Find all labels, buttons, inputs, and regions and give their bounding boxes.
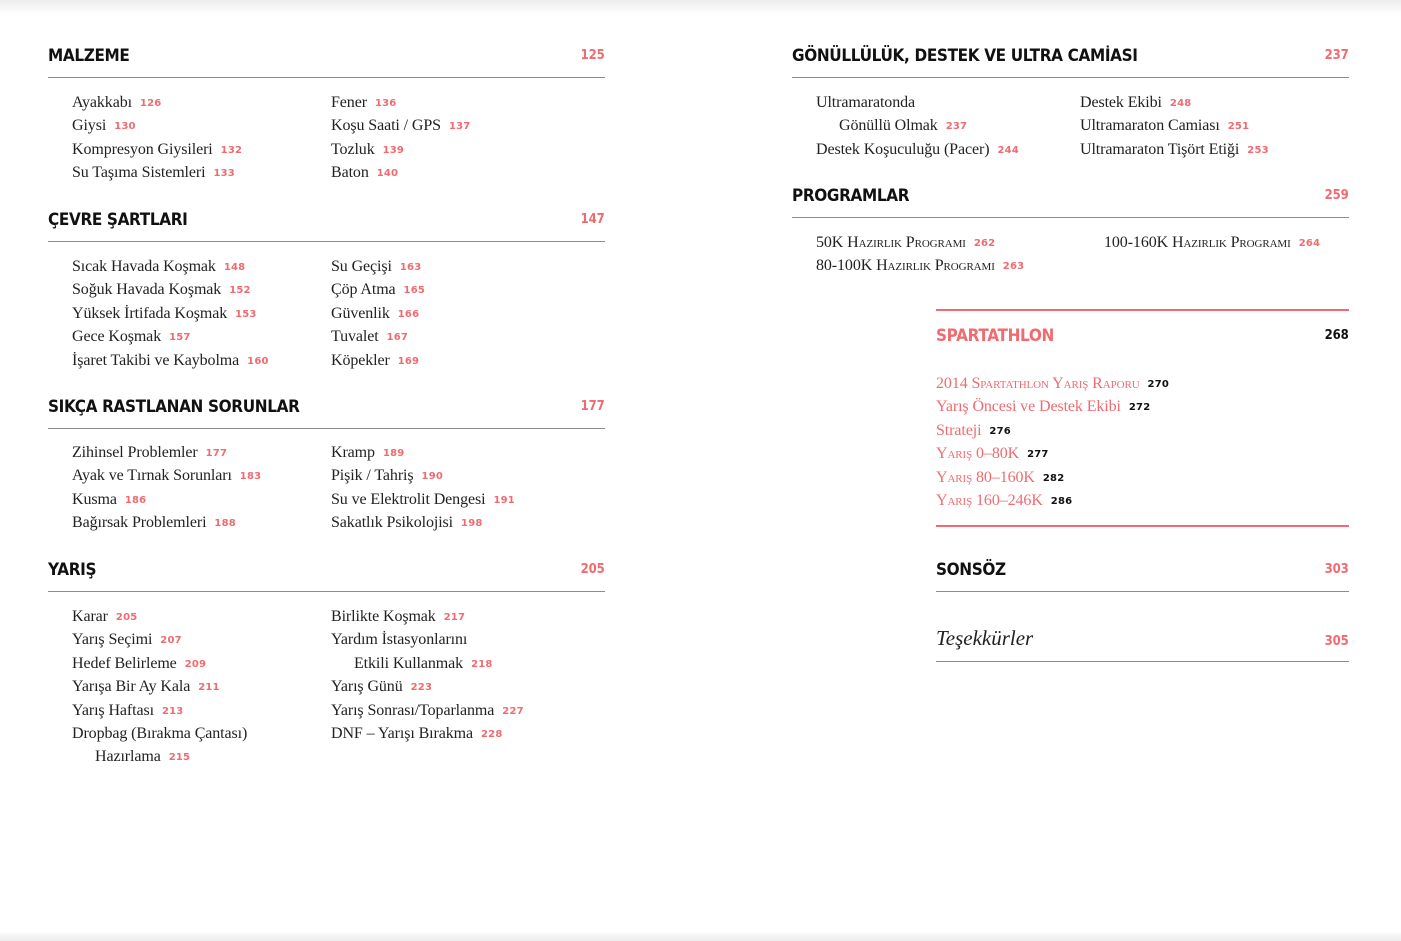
toc-column-right	[331, 441, 515, 535]
toc-entry[interactable]: Ayakkabı 126	[72, 94, 162, 111]
toc-entry[interactable]: Yarış 160–246K 286	[936, 491, 1073, 509]
toc-column-right	[331, 91, 470, 185]
section-page-number: 259	[1325, 188, 1349, 203]
page-top-shadow	[0, 0, 1401, 14]
toc-entry[interactable]: Koşu Saati / GPS 137	[331, 117, 471, 135]
toc-entry[interactable]: Yarış 0–80K 277	[936, 445, 1049, 463]
toc-entry-continued[interactable]: Etkili Kullanmak 218	[354, 654, 493, 672]
section-divider	[48, 77, 605, 78]
toc-entry[interactable]: Destek Koşuculuğu (Pacer) 244	[816, 140, 1019, 158]
toc-entry[interactable]: Dropbag (Bırakma Çantası)	[72, 724, 248, 742]
toc-entry[interactable]: 100-160K Hazırlık Programı 264	[1104, 234, 1321, 251]
toc-entry-continued[interactable]: Hazırlama 215	[95, 748, 191, 766]
section-page-number: 125	[581, 48, 605, 63]
toc-entry[interactable]: Su Geçişi 163	[331, 258, 422, 275]
toc-column-right	[331, 605, 524, 745]
section-top-divider	[936, 309, 1349, 311]
toc-entry[interactable]: Sakatlık Psikolojisi 198	[331, 514, 483, 532]
toc-entry[interactable]: Destek Ekibi 248	[1080, 94, 1192, 111]
toc-entry[interactable]: Baton 140	[331, 164, 399, 182]
toc-entry[interactable]: Birlikte Koşmak 217	[331, 608, 466, 625]
toc-entry[interactable]: Yardım İstasyonlarını	[331, 631, 468, 649]
toc-entry[interactable]: DNF – Yarışı Bırakma 228	[331, 724, 503, 742]
section-gonulluluk	[792, 46, 1349, 70]
toc-entry[interactable]: Yarış Seçimi 207	[72, 631, 182, 649]
toc-entry[interactable]: Yarışa Bir Ay Kala 211	[72, 678, 220, 696]
toc-entry[interactable]: 80-100K Hazırlık Programı 263	[816, 257, 1025, 275]
toc-entry[interactable]: 2014 Spartathlon Yarış Raporu 270	[936, 375, 1170, 392]
toc-entry[interactable]: Kusma 186	[72, 490, 147, 508]
toc-column-right	[1080, 91, 1269, 161]
toc-entry[interactable]: Giysi 130	[72, 117, 136, 135]
section-title: SONSÖZ	[936, 560, 1006, 580]
toc-entry[interactable]: Ultramaraton Tişört Etiği 253	[1080, 140, 1269, 158]
section-page-number: 237	[1325, 48, 1349, 63]
toc-column-left	[72, 441, 261, 535]
toc-entry[interactable]: Strateji 276	[936, 421, 1011, 439]
section-bottom-divider	[936, 525, 1349, 527]
section-divider	[792, 77, 1349, 78]
toc-entry[interactable]: Köpekler 169	[331, 351, 420, 369]
section-spartathlon	[936, 309, 1349, 346]
section-page-number: 147	[581, 212, 605, 227]
section-malzeme	[48, 46, 605, 70]
section-cevre-sartlari	[48, 210, 605, 234]
section-title: MALZEME	[48, 46, 130, 66]
section-sikca-rastlanan-sorunlar	[48, 397, 605, 421]
section-programlar	[792, 186, 1349, 210]
toc-entry[interactable]: Çöp Atma 165	[331, 281, 426, 299]
section-title: GÖNÜLLÜLÜK, DESTEK VE ULTRA CAMİASI	[792, 46, 1138, 66]
toc-entry[interactable]: Fener 136	[331, 94, 397, 111]
section-title: PROGRAMLAR	[792, 186, 910, 206]
section-page-number: 268	[1325, 328, 1349, 343]
section-page-number: 177	[581, 399, 605, 414]
toc-entry[interactable]: Ultramaraton Camiası 251	[1080, 117, 1250, 135]
section-title: SIKÇA RASTLANAN SORUNLAR	[48, 397, 300, 417]
toc-column-left	[72, 605, 247, 769]
toc-entry[interactable]: Kompresyon Giysileri 132	[72, 140, 243, 158]
toc-entry[interactable]: Yarış Sonrası/Toparlanma 227	[331, 701, 524, 719]
section-tesekkurler[interactable]	[936, 626, 1349, 656]
toc-entry[interactable]: Soğuk Havada Koşmak 152	[72, 281, 251, 299]
toc-column-left	[72, 255, 269, 372]
toc-column-left	[816, 231, 1024, 278]
toc-entry[interactable]: Ultramaratonda	[816, 94, 915, 111]
section-title: ÇEVRE ŞARTLARI	[48, 210, 188, 230]
toc-entry[interactable]: Tozluk 139	[331, 140, 405, 158]
toc-entry[interactable]: Yarış Günü 223	[331, 678, 433, 696]
toc-column-left	[816, 91, 1019, 161]
toc-entry[interactable]: 50K Hazırlık Programı 262	[816, 234, 996, 251]
toc-entry[interactable]: Yüksek İrtifada Koşmak 153	[72, 304, 257, 322]
page-bottom-shadow	[0, 931, 1401, 941]
section-divider	[792, 217, 1349, 218]
section-divider	[48, 241, 605, 242]
toc-column-left	[72, 91, 242, 185]
section-divider	[936, 661, 1349, 662]
toc-entry-continued[interactable]: Gönüllü Olmak 237	[839, 117, 968, 135]
toc-entry[interactable]: Pişik / Tahriş 190	[331, 467, 444, 485]
toc-entry[interactable]: Hedef Belirleme 209	[72, 654, 207, 672]
toc-entry[interactable]: Yarış Öncesi ve Destek Ekibi 272	[936, 398, 1151, 416]
section-title: Teşekkürler	[936, 626, 1034, 650]
toc-entry[interactable]: Karar 205	[72, 608, 138, 625]
toc-entry[interactable]: Bağırsak Problemleri 188	[72, 514, 236, 532]
toc-entry[interactable]: Su ve Elektrolit Dengesi 191	[331, 490, 515, 508]
toc-column	[936, 372, 1169, 512]
toc-entry[interactable]: Sıcak Havada Koşmak 148	[72, 258, 246, 275]
section-page-number: 303	[1325, 562, 1349, 577]
section-divider	[48, 591, 605, 592]
section-sonsoz[interactable]	[936, 560, 1349, 584]
section-page-number: 205	[581, 562, 605, 577]
toc-entry[interactable]: Zihinsel Problemler 177	[72, 444, 228, 461]
section-title: SPARTATHLON	[936, 326, 1054, 346]
toc-entry[interactable]: Kramp 189	[331, 444, 405, 461]
toc-column-right	[1104, 231, 1320, 254]
toc-entry[interactable]: Tuvalet 167	[331, 328, 409, 346]
toc-entry[interactable]: Yarış 80–160K 282	[936, 468, 1065, 486]
toc-entry[interactable]: Ayak ve Tırnak Sorunları 183	[72, 467, 262, 485]
section-divider	[936, 591, 1349, 592]
section-title: YARIŞ	[48, 560, 97, 580]
toc-column-right	[331, 255, 425, 372]
section-yaris	[48, 560, 605, 584]
toc-entry[interactable]: Gece Koşmak 157	[72, 328, 191, 346]
toc-entry[interactable]: İşaret Takibi ve Kaybolma 160	[72, 351, 269, 369]
toc-entry[interactable]: Yarış Haftası 213	[72, 701, 184, 719]
toc-entry[interactable]: Su Taşıma Sistemleri 133	[72, 164, 235, 182]
toc-entry[interactable]: Güvenlik 166	[331, 304, 420, 322]
section-divider	[48, 428, 605, 429]
section-page-number: 305	[1325, 634, 1349, 649]
